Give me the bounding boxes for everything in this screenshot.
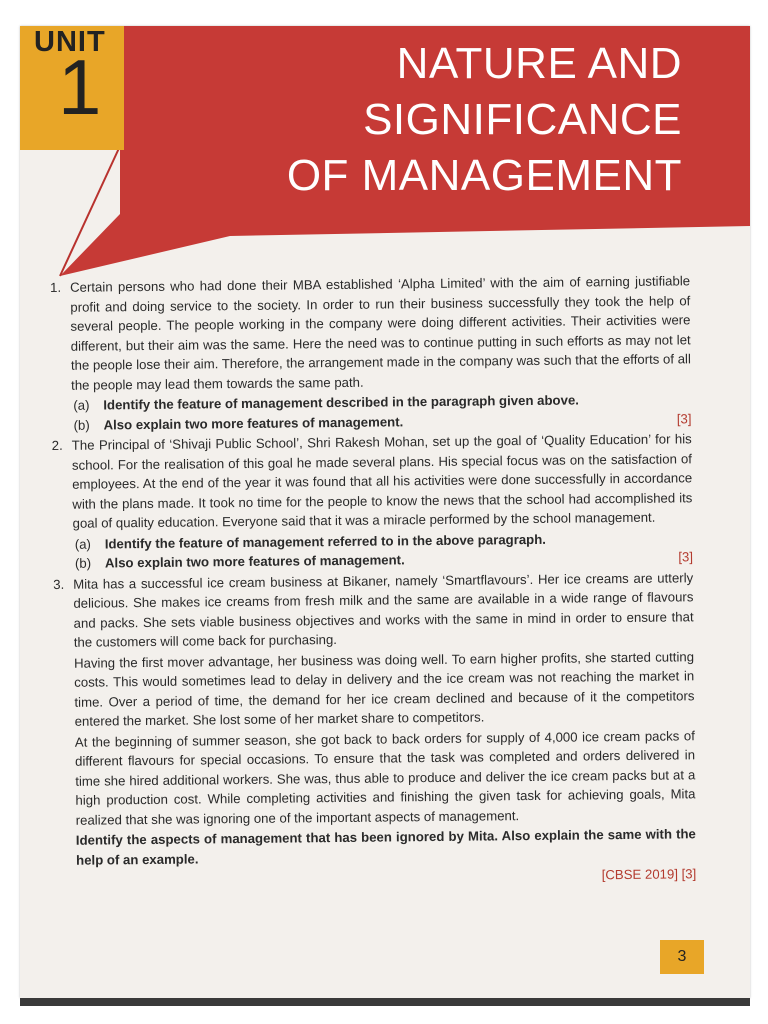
unit-label: UNIT	[34, 26, 106, 58]
sub-question-tag: (b)	[73, 417, 90, 433]
textbook-page	[20, 26, 750, 998]
question-paragraph-2: Having the first mover advantage, her business was doing well. To earn higher profits, she started cutting costs. This would sometimes lead to delay in delivery and the ice cream was not reaching the market in time. Over a period of time, the demand for her ice cream declined and because of it the competitors entered the market. She lost some of her market share to competitors.	[73, 648, 695, 729]
sub-question-text: Also explain two more features of management.	[104, 552, 405, 571]
question-text: The Principal of ‘Shivaji Public School’, Shri Rakesh Mohan, set up the goal of ‘Quality Education’ for his school. For the realisation of this goal he made several plans. His special focus was on the satisfaction of employees. At the end of the year it was found that all his activities were done successfully in accordance with the plans made. It took no time for the people to know the news that the school had accomplished its goal of quality education. Everyone said that it was a miracle performed by the school management.	[71, 431, 693, 531]
chapter-title-line-2: SIGNIFICANCE	[363, 95, 682, 144]
unit-tab	[20, 26, 124, 150]
sub-question-tag: (a)	[73, 397, 90, 413]
sub-question-tag: (a)	[74, 536, 91, 552]
question-number: 1.	[50, 279, 62, 295]
page-bottom-edge	[20, 998, 750, 1006]
question-number: 2.	[51, 437, 63, 453]
question-2	[52, 429, 693, 573]
question-paragraph-3: At the beginning of summer season, she got back to back orders for supply of 4,000 ice cream packs of different flavours for special occasions. To ensure that the task was completed and orders delivered in time she hired additional workers. She was, thus able to produce and deliver the ice cream packs but at a high production cost. While completing activities and finishing the given task for achieving goals, Mita realized that she was ignoring one of the important aspects of management.	[74, 727, 696, 828]
question-task: Identify the aspects of management that has been ignored by Mita. Also explain the same with the help of an example.	[75, 826, 696, 868]
sub-question-text: Identify the feature of management described in the paragraph given above.	[103, 392, 579, 413]
chapter-title-line-3: OF MANAGEMENT	[286, 151, 682, 200]
sub-question-text: Identify the feature of management referred to in the above paragraph.	[104, 531, 546, 551]
sub-question-tag: (b)	[74, 555, 92, 571]
question-list	[50, 271, 696, 891]
question-1	[50, 271, 692, 435]
question-text: Certain persons who had done their MBA established ‘Alpha Limited’ with the aim of earning justifiable profit and doing service to the society. In order to run their business successfully they took the help of several people. The people working in the company were doing different activities. Their activities were different, but their aim was the same. Here the need was to continue putting in such efforts as may not let the people lose their aim. Therefore, the arrangement made in the company was such that the efforts of all the people may lead them towards the same path.	[70, 273, 691, 393]
question-number: 3.	[53, 576, 65, 592]
unit-number: 1	[58, 43, 102, 131]
marks-label: [3]	[678, 549, 694, 565]
chapter-title-line-1: NATURE AND	[396, 39, 682, 88]
chapter-title	[287, 36, 682, 204]
question-3	[53, 568, 696, 891]
marks-label: [CBSE 2019] [3]	[601, 866, 697, 883]
question-paragraph-1: Mita has a successful ice cream business at Bikaner, namely ‘Smartflavours’. Her ice creams are utterly delicious. She makes ice creams from fresh milk and the same are available in a wide range of flavours and packs. She sets viable business objectives and works with the same in mind in order to ensure that the customers will come back for purchasing.	[73, 569, 694, 650]
page-number: 3	[660, 940, 704, 974]
marks-label: [3]	[676, 410, 692, 426]
sub-question-text: Also explain two more features of management.	[103, 413, 404, 432]
